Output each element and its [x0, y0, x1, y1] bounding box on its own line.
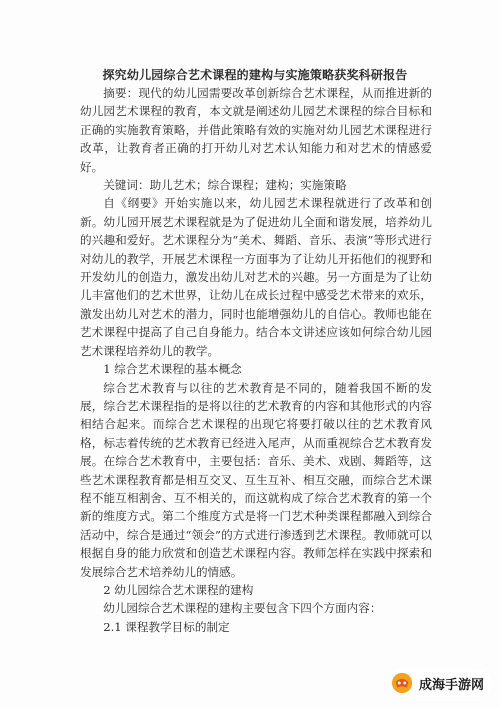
document-body — [80, 84, 432, 636]
section-1-paragraph: 综合艺术教育与以往的艺术教育是不同的，随着我国不断的发展，综合艺术课程指的是将以往的艺术教育的内容和其他形式的内容相结合起来。而综合艺术课程的出现它将要打破以往的艺术教育风格，标志着传统的艺术教育已经进入尾声，从而重视综合艺术教育发展。在综合艺术教育中，主要包括：音乐、美术、戏剧、舞蹈等，这些艺术课程教育都是相互交叉、互生互补、相互交融，而综合艺术课程不能互相割舍、互不相关的，而这就构成了综合艺术教育的第一个新的维度方式。第二个维度方式是将一门艺术种类课程都融入到综合活动中，综合是通过“领会”的方式进行渗透到艺术课程。教师就可以根据自身的能力欣赏和创造艺术课程内容。教师怎样在实践中探索和发展综合艺术培养幼儿的情感。 — [80, 380, 432, 579]
keywords-paragraph: 关键词：助儿艺术；综合课程；建构；实施策略 — [103, 178, 347, 193]
site-watermark — [387, 669, 492, 697]
subsection-heading-2-1: 2.1 课程教学目标的制定 — [103, 619, 230, 634]
section-2-paragraph: 幼儿园综合艺术课程的建构主要包含下四个方面内容： — [103, 601, 382, 616]
section-heading-2: 2 幼儿园综合艺术课程的建构 — [103, 582, 254, 597]
gamepad-logo-icon — [391, 672, 413, 694]
section-heading-1: 1 综合艺术课程的基本概念 — [103, 362, 242, 377]
watermark-text: 成海手游网 — [418, 677, 484, 693]
document-title: 探究幼儿园综合艺术课程的建构与实施策略获奖科研报告 — [102, 68, 408, 82]
abstract-paragraph: 摘要：现代的幼儿园需要改革创新综合艺术课程，从而推进新的幼儿园艺术课程的教育，本文就是阐述幼儿园艺术课程的综合目标和正确的实施教育策略，并借此策略有效的实施对幼儿园艺术课程进行改革，让教育者正确的打开幼儿对艺术认知能力和对艺术的情感爱好。 — [80, 86, 432, 174]
intro-paragraph: 自《纲要》开始实施以来，幼儿园艺术课程就进行了改革和创新。幼儿园开展艺术课程就是为了促进幼儿全面和谐发展，培养幼儿的兴趣和爱好。艺术课程分为“美术、舞蹈、音乐、表演”等形式进行对幼儿的教学，开展艺术课程一方面事为了让幼儿开拓他们的视野和开发幼儿的创造力，激发出幼儿对艺术的兴趣。另一方面是为了让幼儿丰富他们的艺术世界，让幼儿在成长过程中感受艺术带来的欢乐，激发出幼儿对艺术的潜力，同时也能增强幼儿的自信心。教师也能在艺术课程中提高了自己自身能力。结合本文讲述应该如何综合幼儿园艺术课程培养幼儿的教学。 — [80, 196, 432, 358]
